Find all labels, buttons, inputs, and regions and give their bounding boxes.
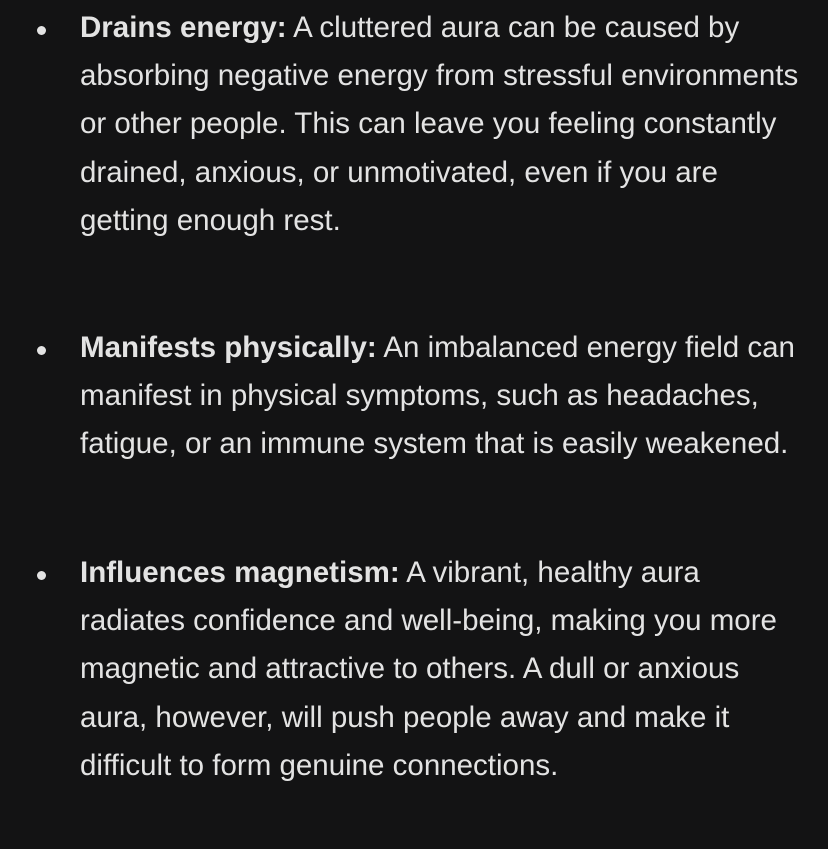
- list-item-title: Drains energy:: [80, 11, 287, 44]
- bullet-icon: [37, 346, 46, 355]
- list-item-body: An imbalanced energy field can manifest in physical symptoms, such as headaches, fatigue, or an immune system that is easily weakened.: [80, 331, 795, 461]
- list-item-title: Manifests physically:: [80, 331, 377, 364]
- list-item-body: A vibrant, healthy aura radiates confidence and well-being, making you more magnetic and attractive to others. A dull or anxious aura, however, will push people away and make it difficult to form genuine connections.: [80, 556, 777, 782]
- list-item-body: A cluttered aura can be caused by absorbing negative energy from stressful environments or other people. This can leave you feeling constantly drained, anxious, or unmotivated, even if you are getting enough rest.: [80, 11, 799, 237]
- bullet-icon: [37, 26, 46, 35]
- list-item-text: [80, 324, 800, 469]
- list-item-text: [80, 4, 800, 245]
- bullet-icon: [37, 571, 46, 580]
- list-item-text: [80, 549, 800, 790]
- list-item-title: Influences magnetism:: [80, 556, 400, 589]
